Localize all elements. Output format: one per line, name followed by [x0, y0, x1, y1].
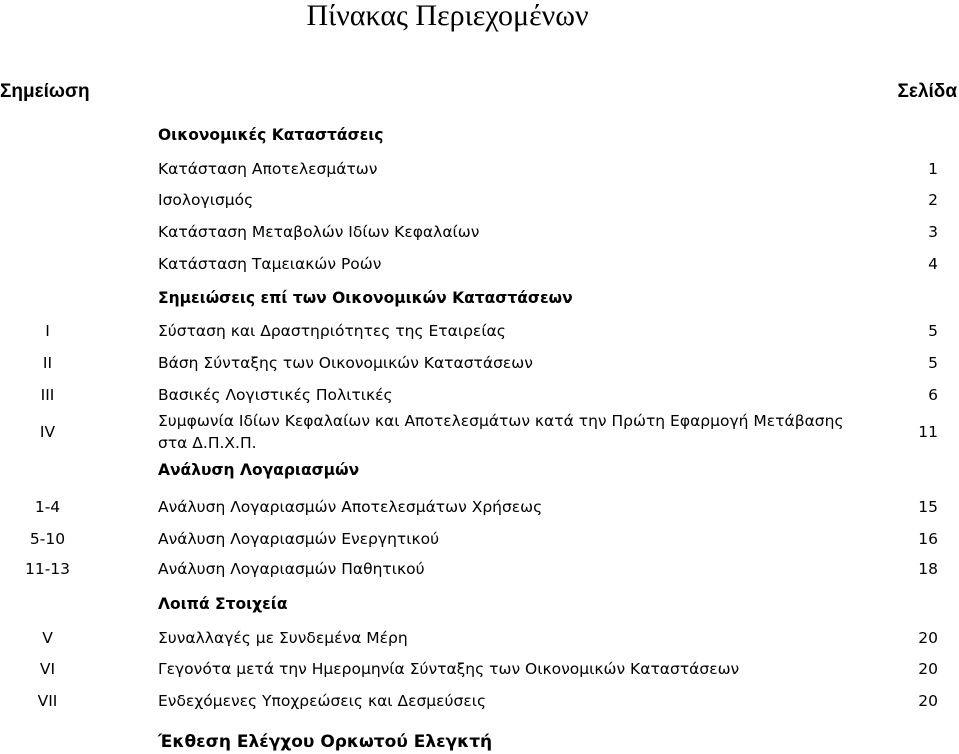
toc-entry-title: Κατάσταση Ταμειακών Ροών: [158, 255, 382, 273]
toc-row[interactable]: [0, 689, 959, 713]
toc-note-number: II: [42, 354, 53, 372]
toc-section-title: Οικονομικές Καταστάσεις: [158, 126, 384, 144]
toc-entry-title: Συναλλαγές με Συνδεμένα Μέρη: [158, 629, 408, 647]
toc-note-number: V: [42, 629, 53, 647]
toc-section-title: Ανάλυση Λογαριασμών: [158, 461, 360, 479]
toc-page-number: 6: [928, 386, 938, 404]
section-heading-audit-report: Έκθεση Ελέγχου Ορκωτού Ελεγκτή: [158, 732, 493, 752]
toc-row[interactable]: [0, 252, 959, 276]
toc-page-number: 3: [928, 223, 938, 241]
toc-section-heading: [0, 123, 959, 147]
toc-page-number: 20: [918, 629, 938, 647]
toc-section-title: Σημειώσεις επί των Οικονομικών Καταστάσεων: [158, 289, 573, 307]
toc-row[interactable]: [0, 657, 959, 681]
toc-entry-title: Κατάσταση Μεταβολών Ιδίων Κεφαλαίων: [158, 223, 480, 241]
toc-note-number: III: [40, 386, 55, 404]
toc-section-heading: [0, 592, 959, 616]
toc-entry-title: Γεγονότα μετά την Ημερομηνία Σύνταξης των Οικονομικών Καταστάσεων: [158, 660, 740, 678]
toc-note-number: 5-10: [29, 530, 66, 548]
toc-page-number: 5: [928, 322, 938, 340]
toc-entry-title: Ισολογισμός: [158, 191, 254, 209]
toc-row[interactable]: [0, 495, 959, 519]
toc-row[interactable]: [0, 351, 959, 375]
toc-page-number: 20: [918, 692, 938, 710]
toc-entry-title: Βάση Σύνταξης των Οικονομικών Καταστάσεων: [158, 354, 533, 372]
toc-row[interactable]: [0, 188, 959, 212]
toc-row[interactable]: [0, 220, 959, 244]
toc-note-number: IV: [39, 423, 56, 441]
toc-note-number: VI: [39, 660, 56, 678]
toc-page-number: 11: [918, 423, 938, 441]
toc-row[interactable]: [0, 157, 959, 181]
toc-page-number: 16: [918, 530, 938, 548]
page-title: Πίνακας Περιεχομένων: [306, 0, 589, 32]
toc-entry-title: Ανάλυση Λογαριασμών Παθητικού: [158, 560, 425, 578]
toc-row[interactable]: [0, 626, 959, 650]
toc-entry-title: Σύσταση και Δραστηριότητες της Εταιρείας: [158, 322, 506, 340]
toc-note-number: 1-4: [34, 498, 61, 516]
toc-entry-title: Κατάσταση Αποτελεσμάτων: [158, 160, 378, 178]
toc-entry-title: Συμφωνία Ιδίων Κεφαλαίων και Αποτελεσμάτων κατά την Πρώτη Εφαρμογή Μετάβασης στα Δ.Π.Χ.Π.: [158, 412, 844, 452]
note-column-header: Σημείωση: [0, 81, 90, 102]
toc-note-number: 11-13: [24, 560, 71, 578]
toc-page-number: 20: [918, 660, 938, 678]
page-column-header: Σελίδα: [897, 81, 957, 102]
toc-page-number: 4: [928, 255, 938, 273]
toc-entry-title: Ενδεχόμενες Υποχρεώσεις και Δεσμεύσεις: [158, 692, 487, 710]
toc-row[interactable]: [0, 557, 959, 581]
toc-page-number: 2: [928, 191, 938, 209]
toc-section-title: Λοιπά Στοιχεία: [158, 595, 288, 613]
toc-page-number: 1: [928, 160, 938, 178]
toc-section-heading: [0, 286, 959, 310]
toc-section-heading: [0, 458, 959, 482]
toc-row[interactable]: [0, 408, 959, 456]
toc-page-number: 18: [918, 560, 938, 578]
toc-row[interactable]: [0, 383, 959, 407]
toc-note-number: I: [45, 322, 50, 340]
toc-page-number: 5: [928, 354, 938, 372]
toc-page-number: 15: [918, 498, 938, 516]
toc-row[interactable]: [0, 527, 959, 551]
toc-entry-title: Ανάλυση Λογαριασμών Ενεργητικού: [158, 530, 440, 548]
toc-note-number: VII: [37, 692, 58, 710]
toc-row[interactable]: [0, 319, 959, 343]
toc-entry-title: Ανάλυση Λογαριασμών Αποτελεσμάτων Χρήσεως: [158, 498, 543, 516]
toc-entry-title: Βασικές Λογιστικές Πολιτικές: [158, 386, 393, 404]
